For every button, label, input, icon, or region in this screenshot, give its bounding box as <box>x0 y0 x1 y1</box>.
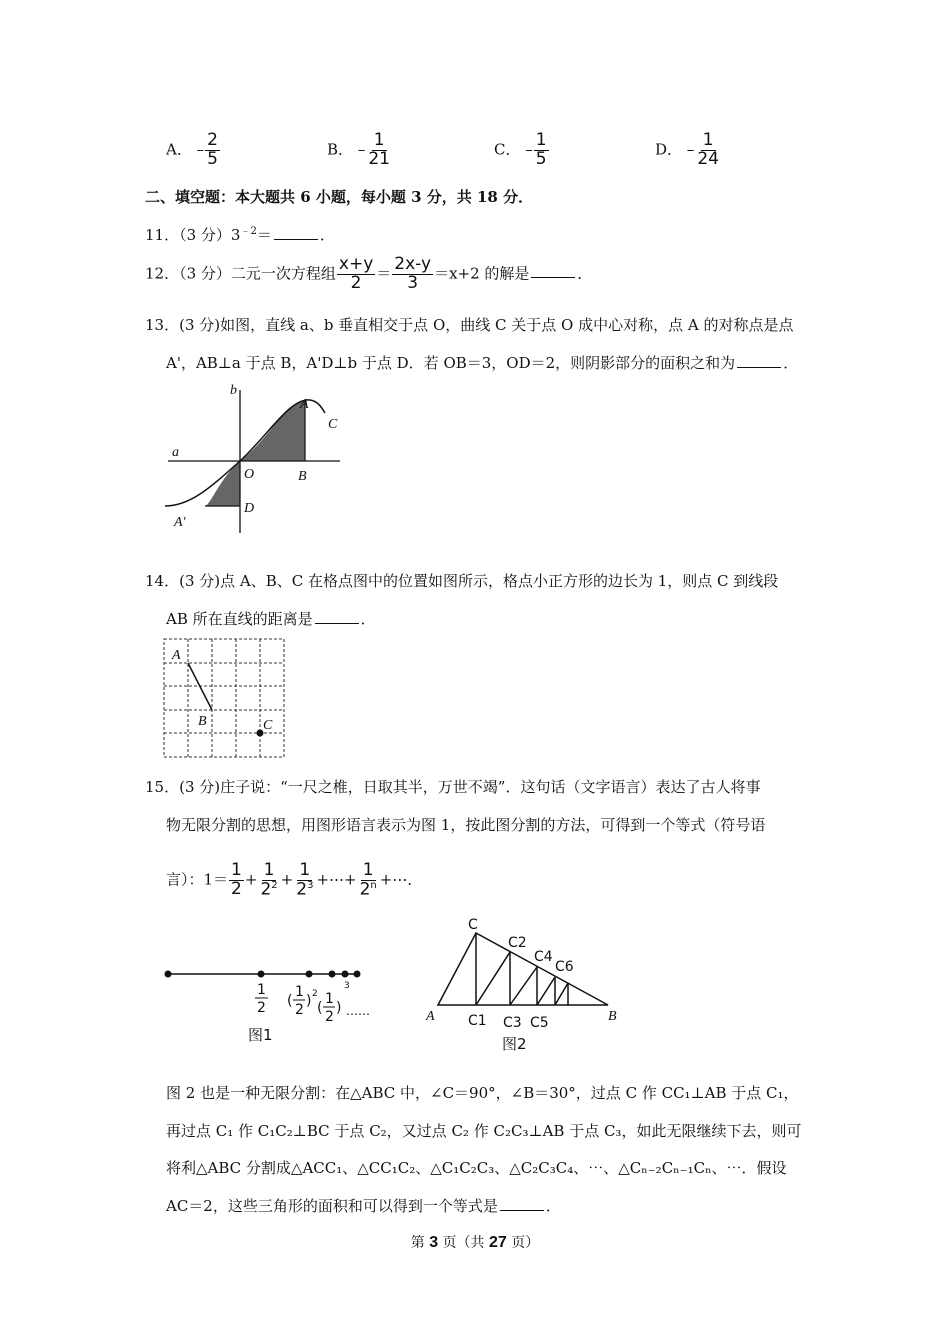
page-number: 3 <box>429 1234 439 1251</box>
svg-text:(: ( <box>317 1000 323 1016</box>
question-14-line1: 14．(3 分)点 A、B、C 在格点图中的位置如图所示，格点小正方形的边长为 1，则点 C 到线段 <box>145 572 779 590</box>
svg-text:A: A <box>426 1009 435 1024</box>
section-title: 二、填空题：本大题共 6 小题，每小题 3 分，共 18 分． <box>145 188 534 206</box>
svg-text:C5: C5 <box>530 1015 549 1031</box>
svg-text:C1: C1 <box>468 1013 487 1029</box>
question-13-line1: 13．(3 分)如图，直线 a、b 垂直相交于点 O，曲线 C 关于点 O 成中心对称，点 A 的对称点是点 <box>145 316 794 334</box>
svg-text:2: 2 <box>325 1009 334 1025</box>
label-b: b <box>230 383 237 398</box>
svg-text:): ) <box>336 1000 342 1016</box>
label-C: C <box>328 417 338 432</box>
svg-text:1: 1 <box>257 982 266 998</box>
figure-2 <box>420 915 630 1055</box>
option-b: B． – $\frac{1}{21}$ <box>327 130 390 169</box>
figure-1 <box>160 960 390 1050</box>
page-footer: 第 3 页（共 27 页） <box>410 1234 540 1251</box>
svg-text:1: 1 <box>295 984 304 1000</box>
svg-text:3: 3 <box>344 981 350 991</box>
svg-text:1: 1 <box>325 991 334 1007</box>
question-15-line2: 物无限分割的思想，用图形语言表示为图 1，按此图分割的方法，可得到一个等式（符号语 <box>166 816 766 834</box>
caption-figure-1: 图1 <box>248 1026 273 1044</box>
question-11: 11．（3 分）$3^{﹣2}=$ ． <box>145 226 335 244</box>
label-A: A <box>172 648 181 663</box>
option-d: D． – $\frac{1}{24}$ <box>655 130 719 169</box>
option-a: A． – $\frac{2}{5}$ <box>166 130 218 169</box>
label-B: B <box>298 469 307 484</box>
question-15-p3: 将利△ABC 分割成△ACC₁、△CC₁C₂、△C₁C₂C₃、△C₂C₃C₄、⋯、△Cₙ₋₂Cₙ₋₁Cₙ、⋯．假设 <box>166 1159 787 1177</box>
answer-blank <box>737 355 781 368</box>
caption-figure-2: 图2 <box>502 1035 527 1053</box>
svg-text:……: …… <box>346 1004 370 1018</box>
svg-text:C2: C2 <box>508 935 527 951</box>
svg-text:C3: C3 <box>503 1015 522 1031</box>
answer-blank <box>274 227 318 240</box>
label-O: O <box>244 467 255 482</box>
question-15-p4: AC＝2，这些三角形的面积和可以得到一个等式是 ． <box>166 1197 561 1215</box>
shaded-region-lower <box>205 461 240 506</box>
svg-text:C6: C6 <box>555 959 574 975</box>
svg-text:2: 2 <box>257 1000 266 1016</box>
label-A-prime: A' <box>174 515 186 530</box>
question-12: 12．（3 分）二元一次方程组 $\frac{x+y}{2}$ ＝ $\frac{2x-y}{3}$ ＝x+2 的解是 ． <box>145 254 593 293</box>
answer-blank <box>315 611 359 624</box>
question-14-line2: AB 所在直线的距离是 ． <box>166 610 376 628</box>
label-D: D <box>244 501 255 516</box>
label-a: a <box>172 445 179 460</box>
label-C: C <box>263 718 273 733</box>
question-15-p2: 再过点 C₁ 作 C₁C₂⊥BC 于点 C₂，又过点 C₂ 作 C₂C₃⊥AB 于点 C₃，如此无限继续下去，则可 <box>166 1122 802 1140</box>
svg-text:C4: C4 <box>534 949 553 965</box>
svg-text:2: 2 <box>295 1002 304 1018</box>
option-c: C． – $\frac{1}{5}$ <box>494 130 547 169</box>
answer-blank <box>500 1198 544 1211</box>
question-15-equation: 言）：1＝ $\frac{1}{2}$ + $\frac{1}{2^2}$ + $\frac{1}{2^3}$ +⋯+ $\frac{1}{2^n}$ +⋯． <box>166 860 423 900</box>
question-13-line2: A'，AB⊥a 于点 B，A'D⊥b 于点 D．若 OB＝3，OD＝2，则阴影部分的面积之和为 ． <box>166 354 799 372</box>
svg-text:C: C <box>468 917 478 933</box>
question-15-line1: 15．(3 分)庄子说：“一尺之椎，日取其半，万世不竭”．这句话（文字语言）表达了古人将事 <box>145 778 761 796</box>
answer-blank <box>531 265 575 278</box>
label-B: B <box>198 714 207 729</box>
question-15-p1: 图 2 也是一种无限分割：在△ABC 中，∠C＝90°，∠B＝30°，过点 C 作 CC₁⊥AB 于点 C₁， <box>166 1084 799 1102</box>
page-total: 27 <box>489 1234 507 1251</box>
figure-q14-grid <box>162 637 288 761</box>
svg-text:2: 2 <box>312 989 318 999</box>
svg-text:): ) <box>306 993 312 1009</box>
svg-text:B: B <box>608 1009 617 1024</box>
figure-q13 <box>160 378 360 538</box>
label-A: A <box>300 397 309 412</box>
svg-text:(: ( <box>287 993 293 1009</box>
